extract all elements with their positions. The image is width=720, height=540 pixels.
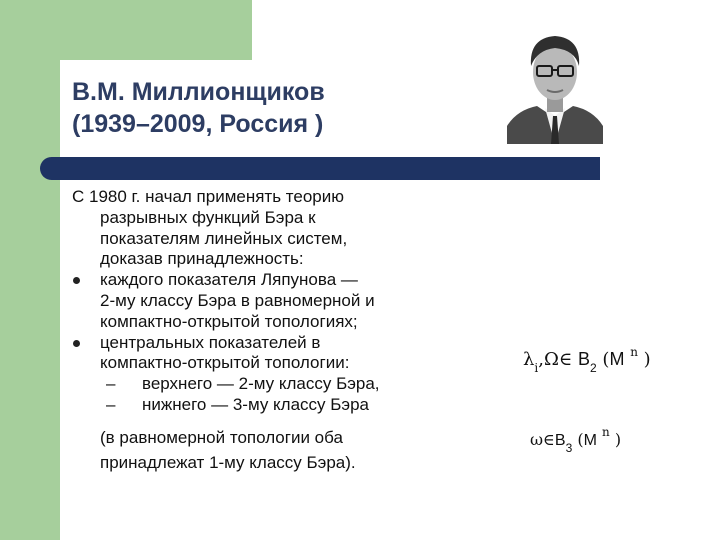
subitem-text: верхнего — 2-му классу Бэра, [142, 374, 380, 394]
title-divider-bar [40, 157, 600, 180]
subitem-text: нижнего — 3-му классу Бэра [142, 394, 370, 414]
bullet-line: компактно-открытой топологиях; [100, 311, 358, 331]
slide-body [72, 187, 482, 475]
intro-line: С 1980 г. начал применять теорию [72, 187, 344, 206]
title-line-years: (1939–2009, Россия ) [72, 110, 324, 138]
bullet-line: центральных показателей в [100, 332, 321, 352]
note-paragraph [72, 425, 482, 475]
intro-line: доказав принадлежность: [100, 249, 304, 269]
bullet-item-lyapunov [72, 270, 482, 332]
formula-lyapunov: $\lambda_i,\Omega\in$ $B_2$ (M $^n$ ) [523, 345, 651, 375]
left-green-bar [0, 0, 60, 540]
slide-title [72, 76, 325, 140]
person-portrait-icon [507, 20, 603, 144]
title-line-name: В.М. Миллионщиков [72, 78, 325, 106]
bullet-dot-icon [73, 340, 80, 347]
note-line: принадлежат 1-му классу Бэра). [100, 452, 356, 472]
bullet-dot-icon [73, 277, 80, 284]
intro-line: разрывных функций Бэра к [100, 207, 316, 227]
subitem-lower [72, 395, 482, 416]
note-line: (в равномерной топологии оба [100, 427, 343, 447]
formula-omega: $\omega\in B_3$ (M $^n$ ) [530, 425, 622, 455]
bullet-line: 2-му классу Бэра в равномерной и [100, 290, 375, 310]
bullet-line: компактно-открытой топологии: [100, 353, 350, 373]
intro-line: показателям линейных систем, [100, 228, 348, 248]
subitem-upper [72, 374, 482, 395]
dash-marker: – [106, 394, 116, 414]
bullet-line: каждого показателя Ляпунова — [100, 270, 358, 290]
bullet-item-central [72, 333, 482, 375]
dash-marker: – [106, 374, 116, 394]
